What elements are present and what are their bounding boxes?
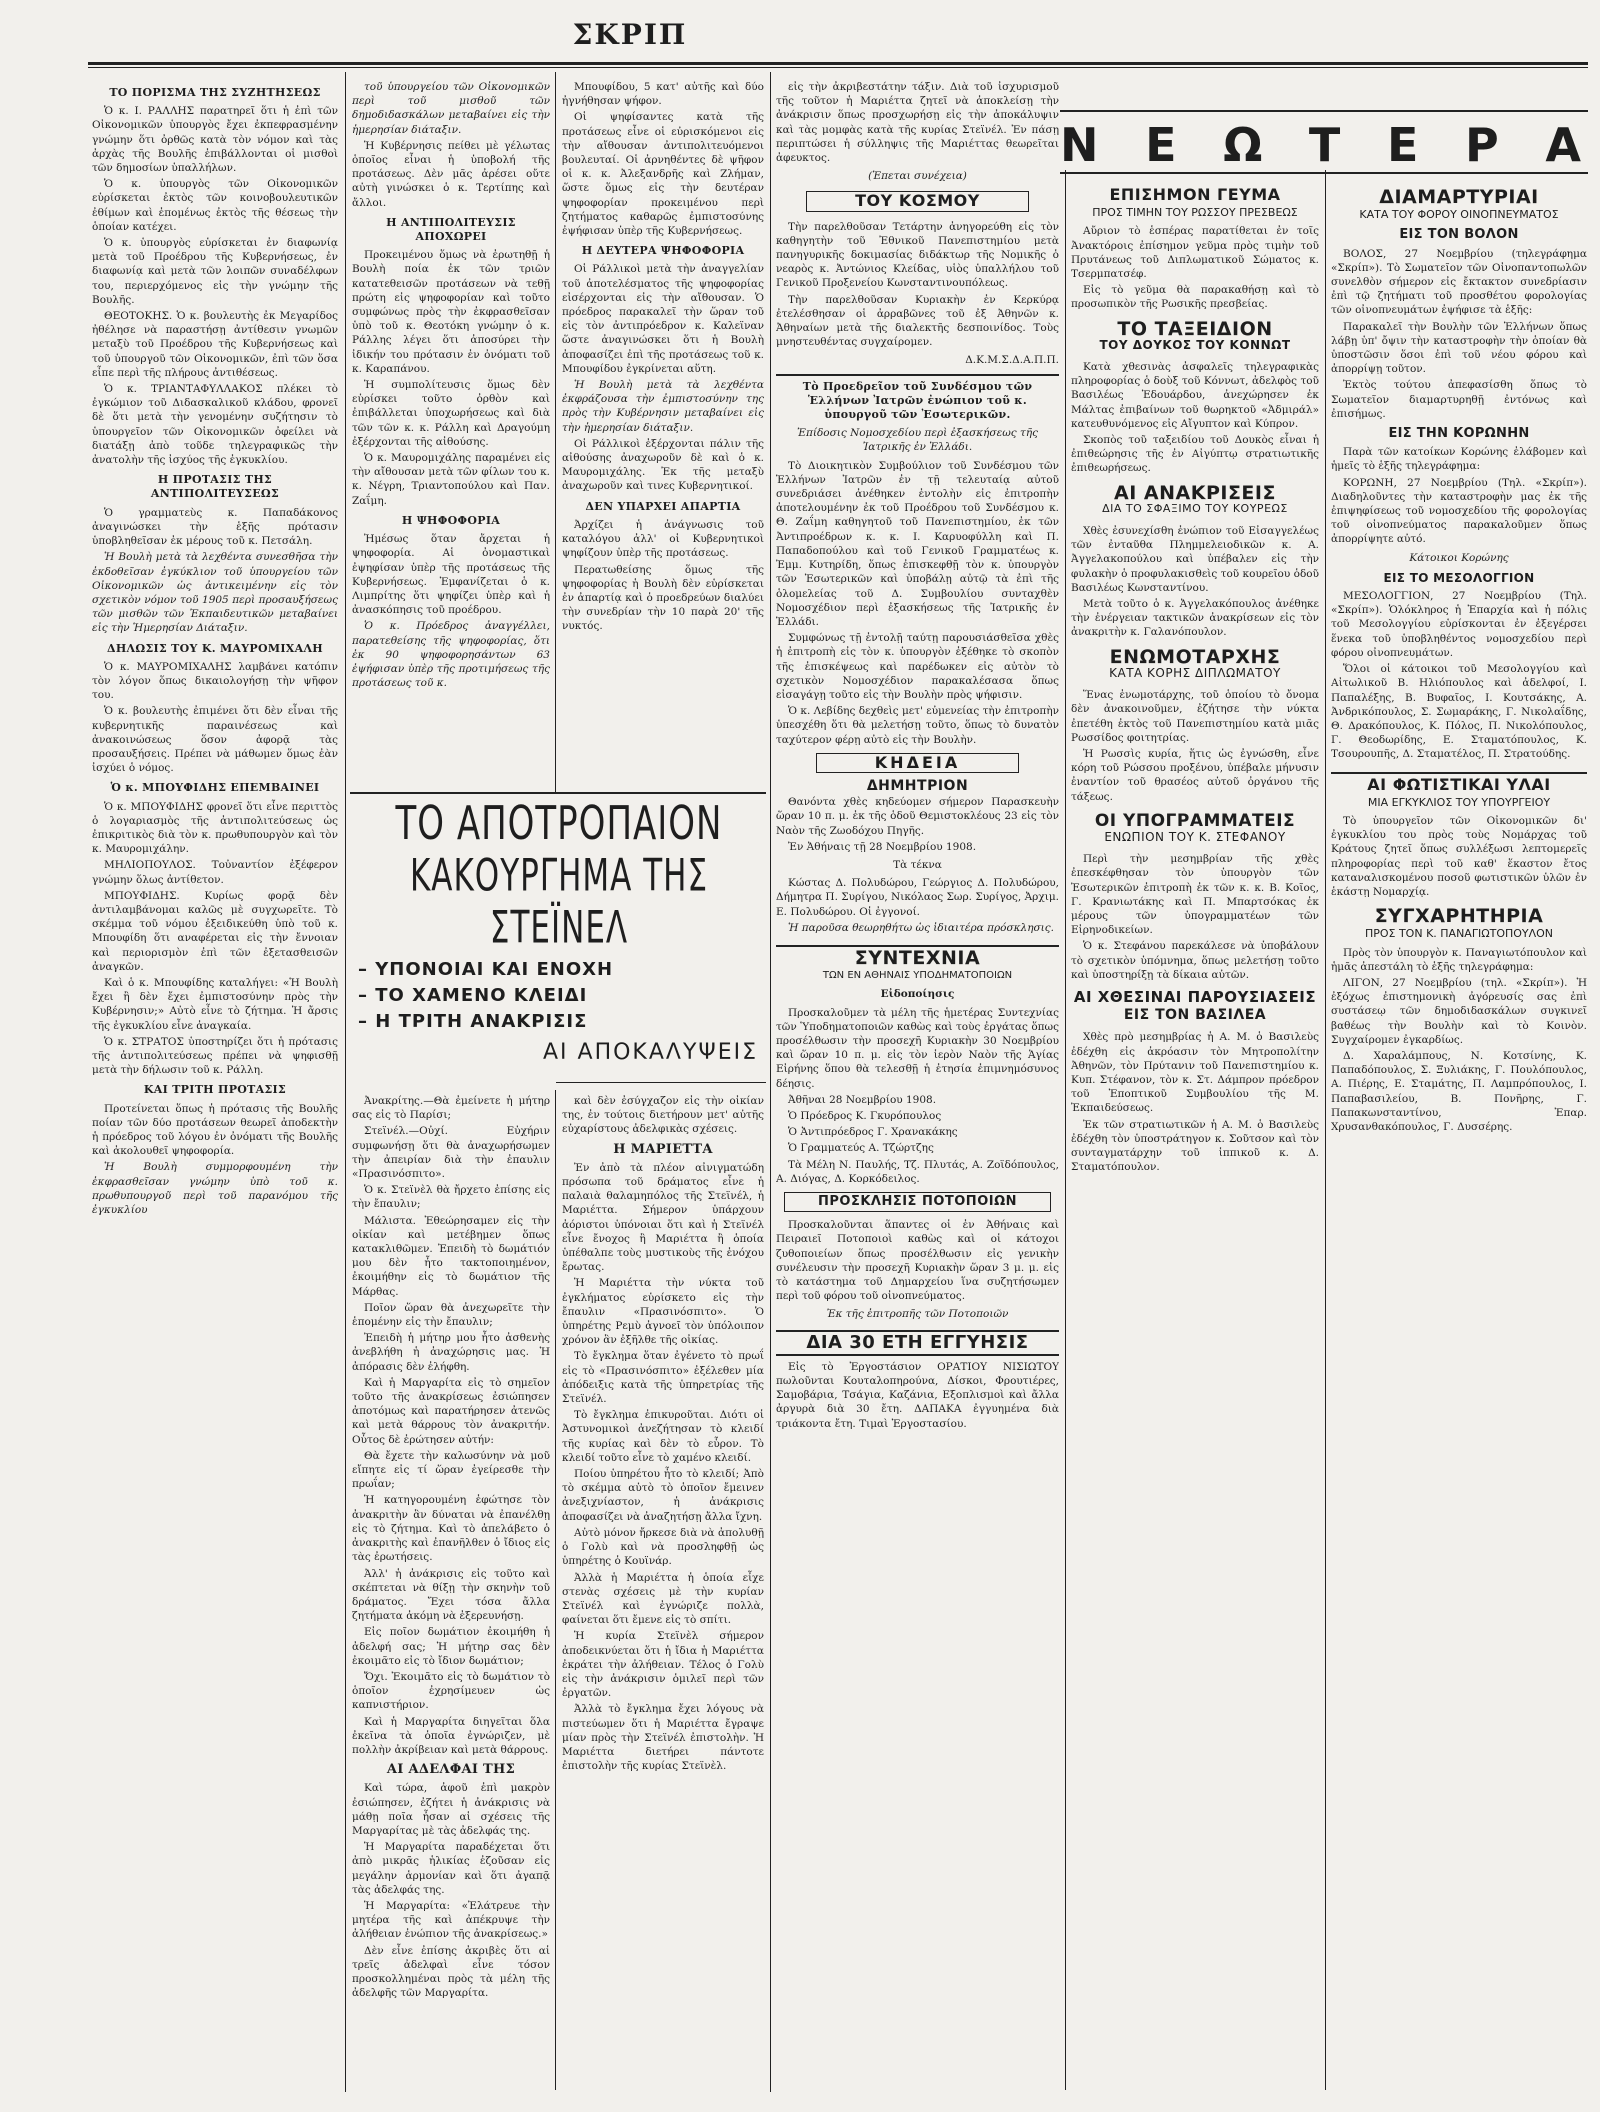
heading: Τὸ Προεδρεῖον τοῦ Συνδέσμου τῶν Ἑλλήνων Ἰατρῶν ἐνώπιον τοῦ κ. ὑπουργοῦ τῶν Ἐσωτερικῶν.	[776, 374, 1059, 423]
paragraph: Παρὰ τῶν κατοίκων Κορώνης ἐλάβομεν καὶ ἡμεῖς τὸ ἑξῆς τηλεγράφημα:	[1331, 446, 1587, 473]
heading: Η ΑΝΤΙΠΟΛΙΤΕΥΣΙΣ ΑΠΟΧΩΡΕΙ	[386, 215, 516, 244]
top-rule	[88, 62, 1588, 65]
column-2-top	[352, 80, 550, 790]
paragraph: Μάλιστα. Ἐθεώρησαμεν εἰς τὴν οἰκίαν καὶ μετέβημεν ὅπως κατακλιθῶμεν. Ἐπειδὴ τὸ δωμάτιόν μου δὲν ἦτο τακτοποιημένον, ἐκοιμήθην εἰς τὸ δωμάτιον τῆς Μάρθας.	[352, 1214, 550, 1298]
paragraph: Ὁ κ. Πρόεδρος ἀναγγέλλει, παρατεθείσης τῆς ψηφοφορίας, ὅτι ἐκ 90 ψηφοφορησάντων 63 ἐψήφισαν ὑπὲρ τῆς προτιμήσεως τῆς προτάσεως τοῦ κ.	[352, 620, 550, 690]
column-divider	[770, 72, 771, 2092]
heading: ΔΙΑΜΑΡΤΥΡΙΑΙ	[1379, 186, 1539, 208]
paragraph: Προτείνεται ὅπως ἡ πρότασις τῆς Βουλῆς ποίαν τῶν δύο προτάσεων θεωρεῖ ἀποδεκτὴν ἡ πρόεδρος τοῦ λόγου ἐν ὀνόματι τῆς Βουλῆς καὶ ἀκολουθεῖ ψηφοφορία.	[92, 1102, 338, 1158]
paragraph: Θανόντα χθὲς κηδεύομεν σήμερον Παρασκευὴν ὥραν 10 π. μ. ἐκ τῆς ὁδοῦ Θεμιστοκλέους 23 εἰς τὸν Ναὸν τῆς Ζωοδόχου Πηγῆς.	[776, 796, 1059, 837]
heading: ΑΙ ΦΩΤΙΣΤΙΚΑΙ ΥΛΑΙ	[1331, 772, 1587, 792]
heading: ΟΙ ΥΠΟΓΡΑΜΜΑΤΕΙΣ	[1094, 810, 1296, 831]
paragraph: Ἡ Μαργαρίτα: «Ἐλάτρευε τὴν μητέρα τῆς καὶ ἀπέκρυψε τὴν ἀλήθειαν ἐνώπιον τῆς ἀνακρίσεως.»	[352, 1899, 550, 1941]
paragraph: Ἡ Βουλὴ μετὰ τὰ λεχθέντα συνεσθῆσα τὴν ἐκδοθεῖσαν ἐγκύκλιον τοῦ ὑπουργείου τῶν Οἰκονομικῶν ὡς ἀντικειμένην εἰς τὸν σχετικὸν νόμον τοῦ 1905 περὶ προσαυξήσεως τῶν μισθῶν τῶν Ἐκπαιδευτικῶν μεταβαίνει εἰς τὴν Ἡμερησίαν Διάταξιν.	[92, 551, 338, 635]
subheading: Εἰδοποίησις	[880, 988, 955, 1001]
paragraph: Ὁ κ. Στεφάνου παρεκάλεσε νὰ ὑποβάλουν τὸ σχετικὸν ὑπόμνημα, ὅπως μελετήσῃ τοῦτο καὶ ὑποστηρίξῃ τὰ δίκαια αὐτῶν.	[1071, 940, 1319, 981]
paragraph: Ἀρχίζει ἡ ἀνάγνωσις τοῦ καταλόγου ἀλλ' οἱ Κυβερνητικοὶ ψηφίζουν ὑπὲρ τῆς προτάσεως.	[562, 518, 764, 560]
paragraph: Οἱ Ράλλικοὶ ἐξέρχονται πάλιν τῆς αἰθούσης ἀναχωροῦν δὲ καὶ ὁ κ. Μαυρομιχάλης. Ἐκ τῆς μεταξὺ ἀναχωροῦν καὶ τινες Κυβερνητικοί.	[562, 437, 764, 493]
heading: ΔΙΑ 30 ΕΤΗ ΕΓΓΥΗΣΙΣ	[776, 1330, 1059, 1356]
continued-note: (Ἐπεται συνέχεια)	[868, 170, 967, 183]
subheading: ΤΟΥ ΔΟΥΚΟΣ ΤΟΥ ΚΟΝΝΩΤ	[1099, 337, 1291, 352]
paragraph: καὶ δὲν ἐσύγχαζον εἰς τὴν οἰκίαν της, ἐν τούτοις διετήρουν μετ' αὐτῆς εὐχαρίστους ἀδελφικὰς σχέσεις.	[562, 1095, 764, 1136]
paragraph: Δὲν εἶνε ἐπίσης ἀκριβὲς ὅτι αἱ τρεῖς ἀδελφαὶ εἶνε τόσον προσκολλημέναι πρὸς τὰ μέλη τῆς ἀδελφῆς τῶν Μαργαρίτα.	[352, 1944, 550, 2000]
subheading: ΤΩΝ ΕΝ ΑΘΗΝΑΙΣ ΥΠΟΔΗΜΑΤΟΠΟΙΩΝ	[822, 970, 1013, 982]
header-letter: Ε	[1386, 118, 1423, 172]
paragraph: Ὁ γραμματεὺς κ. Παπαδάκονος ἀναγινώσκει τὴν ἑξῆς πρότασιν ὑποβληθεῖσαν ἐκ μέρους τοῦ κ. Πετσάλη.	[92, 506, 338, 548]
heading: ΕΙΣ ΤΗΝ ΚΟΡΩΝΗΝ	[1388, 426, 1530, 442]
top-rule-thin	[88, 67, 1588, 68]
paragraph: Τὸ ἔγκλημα ἐπικυροῦται. Διότι οἱ Ἀστυνομικοὶ ἀνεζήτησαν τὸ κλειδί τῆς κυρίας καὶ δὲν τὸ εὗρον. Τὸ κλειδί τοῦτο εἶνε τὸ χαμένο κλειδί.	[562, 1409, 764, 1464]
paragraph: Ἡ Βουλὴ συμμορφουμένη τὴν ἐκφρασθεῖσαν γνώμην ὑπὸ τοῦ κ. πρωθυπουργοῦ περὶ τοῦ παρανόμου τῆς ἐγκυκλίου	[92, 1161, 338, 1217]
paragraph: ΜΗΛΙΟΠΟΥΛΟΣ. Τοὐναντίον ἐξέφερον γνώμην ὅλως ἀντίθετον.	[92, 859, 338, 886]
headline-line-2: ΚΑΚΟΥΡΓΗΜΑ ΤΗΣ ΣΤΕΪΝΕΛ	[409, 849, 709, 955]
subheadline: – ΥΠΟΝΟΙΑΙ ΚΑΙ ΕΝΟΧΗ	[358, 959, 614, 980]
section-rule	[1060, 172, 1588, 174]
paragraph: Ἐκ τῶν στρατιωτικῶν ἡ Α. Μ. ὁ Βασιλεὺς ἐδέχθη τὸν ὑποστράτηγον κ. Σοῦτσον καὶ τὸν συνταγματάρχην τοῦ ἱππικοῦ κ. Δ. Σταματόπουλον.	[1071, 1118, 1319, 1174]
banner-rule	[350, 792, 766, 794]
paragraph: Ἡ συμπολίτευσις ὅμως δὲν εὑρίσκει τοῦτο ὀρθὸν καὶ ἐπιβάλλεται ὑποχωρήσεως καὶ διὰ τῶν τῶν κ. κ. Ράλλη καὶ Δραγούμη ἐξέρχονται τῆς αἰθούσης.	[352, 379, 550, 448]
heading: ΤΟ ΤΑΞΕΙΔΙΟΝ	[1117, 317, 1273, 340]
family: Τὰ τέκνα	[893, 858, 942, 871]
paragraph: Ἡ Ρωσσὶς κυρία, ἥτις ὡς ἐγνώσθη, εἶνε κόρη τοῦ Ρώσσου προξένου, ὑπέβαλε μήνυσιν ἐναντίον τοῦ θρασέος αὐτοῦ ὀργάνου τῆς τάξεως.	[1071, 747, 1319, 803]
paragraph: Ἡ παροῦσα θεωρηθήτω ὡς ἰδιαιτέρα πρόσκλησις.	[788, 921, 1055, 934]
paragraph: Ἠμέσως ὅταν ἄρχεται ἡ ψηφοφορία. Αἱ ὀνομαστικαὶ ἐψηφίσαν ὑπὲρ τῆς προτάσεως τῆς Κυβερνήσεως. Ἐμφανίζεται ὁ κ. Λιμπρίτης ὅτι ψηφίζει ὑπὲρ καὶ ἡ ἀνασκόπησις τοῦ προέδρου.	[352, 533, 550, 617]
masthead: ΣΚΡΙΠ	[572, 18, 688, 51]
signature: Κάτοικοι Κορώνης	[1409, 551, 1509, 564]
paragraph: Οἱ Ράλλικοὶ μετὰ τὴν ἀναγγελίαν τοῦ ἀποτελέσματος τῆς ψηφοφορίας εἰσέρχονται εἰς τὴν αἴθουσαν. Ὁ πρόεδρος παρακαλεῖ τὴν ὥραν τοῦ εἰς τὸν ἀντιπρόεδρον κ. Καλεϊναν ὥστε ἀναγινώσκει ὅτι ἡ Βουλὴ ἀποφασίζει ἐπὶ τῆς προτάσεως τοῦ κ. Μπουφίδου ἐγκρίνεται αὕτη.	[562, 263, 764, 375]
column-2-bottom	[352, 1094, 550, 2089]
heading: ΔΗΛΩΣΙΣ ΤΟΥ Κ. ΜΑΥΡΟΜΙΧΑΛΗ	[107, 641, 323, 655]
paragraph: Ἐν ἀπὸ τὰ πλέον αἰνιγματώδη πρόσωπα τοῦ δράματος εἶνε ἡ παλαιὰ θαλαμηπόλος τῆς Στεϊνέλ, ἡ Μαριέττα. Σήμερον ὑπάρχουν ἀόριστοι ὑπόνοιαι ὅτι καὶ ἡ Στεϊνέλ εἶνε ἔνοχος ἢ Μαριέττα ἢ ὁποία ὑπέθαλπε τοὺς μυστικοὺς τῆς ἐνόχου ἔρωτας.	[562, 1161, 764, 1274]
paragraph: Ὁ κ. ΜΑΥΡΟΜΙΧΑΛΗΣ λαμβάνει κατόπιν τὸν λόγον ὅπως δικαιολογήσῃ τὴν ψῆφον του.	[92, 660, 338, 702]
paragraph: Ἡ Κυβέρνησις πείθει μὲ γέλωτας ὁποῖος εἶναι ἡ ὑποβολή τῆς προτάσεως. Δὲν μᾶς ἀρέσει οὔτε αὐτὴ γινώσκει ὁ κ. Τερτίπης καὶ ἄλλοι.	[352, 139, 550, 209]
paragraph: Εἰς ποῖον δωμάτιον ἐκοιμήθη ἡ ἀδελφή σας; Ἡ μήτηρ σας δὲν ἐκοιμᾶτο εἰς τὸ ἴδιον δωμάτιον;	[352, 1626, 550, 1667]
paragraph: Ἡ Μαργαρίτα παραδέχεται ὅτι ἀπὸ μικρᾶς ἡλικίας ἐζοῦσαν εἰς μεγάλην ἁρμονίαν καὶ ὅτι ἀγαπᾷ τὰς ἀδελφάς της.	[352, 1841, 550, 1896]
heading: Η ΨΗΦΟΦΟΡΙΑ	[401, 513, 501, 527]
paragraph: Τὸ ἔγκλημα ὅταν ἐγένετο τὸ πρωΐ εἰς τὸ «Πρασινόσπιτο» ἐξέλεθεν μία ἀπόδειξις κατὰ τῆς ὑπηρετρίας τῆς Στεϊνέλ.	[562, 1350, 764, 1406]
heading: ΕΙΣ ΤΟ ΜΕΣΟΛΟΓΓΙΟΝ	[1383, 570, 1535, 585]
heading: ΑΙ ΧΘΕΣΙΝΑΙ ΠΑΡΟΥΣΙΑΣΕΙΣ	[1073, 987, 1317, 1006]
paragraph: Ὁ κ. βουλευτὴς ἐπιμένει ὅτι δὲν εἶναι τῆς κυβερνητικῆς παραινέσεως καὶ ἀνακοινώσεως ὅσον ἀφορᾷ τὰς προσαυξήσεις. Πρέπει νὰ μάθωμεν ὅμως ἐὰν ἰσχύει ὁ νόμος.	[92, 705, 338, 775]
paragraph: τοῦ ὑπουργείου τῶν Οἰκονομικῶν περὶ τοῦ μισθοῦ τῶν δημοδιδασκάλων μεταβαίνει εἰς τὴν ἡμερησίαν διάταξιν.	[352, 81, 550, 136]
column-divider	[555, 1090, 556, 2090]
paragraph: Καὶ τώρα, ἀφοῦ ἐπὶ μακρὸν ἐσιώπησεν, ἐζήτει ἡ ἀνάκρισις νὰ μάθῃ ποῖα ἦσαν αἱ σχέσεις τῆς Μαργαρίτας μὲ τὰς ἀδελφάς της.	[352, 1782, 550, 1837]
heading: ΤΟ ΠΟΡΙΣΜΑ ΤΗΣ ΣΥΖΗΤΗΣΕΩΣ	[109, 86, 321, 99]
paragraph: Ἐπειδὴ ἡ μήτηρ μου ἦτο ἀσθενὴς ἀνεβλήθη ἡ ἀναχώρησις μας. Ἡ ἀπόρασις δὲν ἐλήφθη.	[352, 1332, 550, 1373]
paragraph: Ὁ κ. ὑπουργὸς τῶν Οἰκονομικῶν εὑρίσκεται ἐκτὸς τῶν κοινοβουλευτικῶν ἐθίμων καὶ ἐπομένως ἐκτὸς τῆς θέσεως τὴν ὁποίαν κατέχει.	[92, 178, 338, 233]
section-heading: ΑΙ ΑΠΟΚΑΛΥΨΕΙΣ	[542, 1040, 758, 1065]
paragraph: Χθὲς πρὸ μεσημβρίας ἡ Α. Μ. ὁ Βασιλεὺς ἐδέχθη εἰς ἀκρόασιν τὸν Μητροπολίτην Ἀθηνῶν, τὸν Πρύτανιν τοῦ Πανεπιστημίου κ. Κυπ. Στέφανον, τὸν κ. Στ. Δάμπρον πρόεδρον τοῦ Ἐποπτικοῦ Συμβουλίου τῆς Μ. Ἐκπαιδεύσεως.	[1071, 1031, 1319, 1115]
heading: ΔΕΝ ΥΠΑΡΧΕΙ ΑΠΑΡΤΙΑ	[585, 499, 741, 513]
paragraph: Ποῖον ὥραν θὰ ἀνεχωρεῖτε τὴν ἑπομένην εἰς τὴν ἔπαυλιν;	[352, 1301, 550, 1329]
header-letter: Ν	[1060, 118, 1103, 172]
paragraph: Συμφώνως τῇ ἐντολῇ ταύτῃ παρουσιάσθεῖσα χθὲς ἡ ἐπιτροπὴ εἰς τὸν κ. ὑπουργὸν ἐξέθηκε τὸ σκοπὸν τῆς ἐπισκέψεως καὶ παρέδωκεν εἰς αὐτὸν τὸ σχετικὸν Νομοσχέδιον παρακαλέσασα ὅπως εἰσαγάγῃ τοῦτο εἰς τὴν Βουλὴν πρὸς ψήφισιν.	[776, 632, 1059, 701]
paragraph: Ὄχι. Ἐκοιμᾶτο εἰς τὸ δωμάτιον τὸ ὁποῖον ἐχρησίμευεν ὡς καπνιστήριον.	[352, 1670, 550, 1712]
heading: ΣΥΝΤΕΧΝΙΑ	[776, 945, 1059, 965]
header-letter: Τ	[1308, 118, 1345, 172]
paragraph: Αὔριον τὸ ἑσπέρας παρατίθεται ἐν τοῖς Ἀνακτόροις ἐπίσημον γεῦμα πρὸς τιμὴν τοῦ Πρυτάνεως τοῦ Διπλωματικοῦ Σώματος κ. Τσερμπατσέφ.	[1071, 225, 1319, 281]
paragraph: Οἱ ψηφίσαντες κατὰ τῆς προτάσεως εἶνε οἱ εὐρισκόμενοι εἰς τὴν αἴθουσαν ἀντιπολιτευόμενοι βουλευταί. Οἱ ἀρνηθέντες δὲ ψῆφον οἱ κ. κ. Ἀλεξανδρῆς καὶ Ζλήμαν, ὥστε ὅμως εἰς τὴν δευτέραν ψηφοφορίαν προκειμένου περὶ ζητήματος καθαρῶς ἐμπιστοσύνης ἐψήφισαν ὑπὲρ τῆς Κυβερνήσεως.	[562, 111, 764, 238]
heading: ΕΝΩΜΟΤΑΡΧΗΣ	[1109, 645, 1281, 668]
paragraph: Χθὲς ἐσυνεχίσθη ἐνώπιον τοῦ Εἰσαγγελέως τῶν ἐνταῦθα Πλημμελειοδικῶν κ. Α. Ἀγγελακοπούλου καὶ ὑπέβαλεν εἰς τὴν φυλακὴν ὁ προφυλακισθεὶς τοῦ κουρεῖου ὁδοῦ Βασιλέως Κωνσταντίνου.	[1071, 525, 1319, 594]
column-5	[1071, 180, 1319, 2090]
paragraph: Εἰς τὸ Ἐργοστάσιον ΟΡΑΤΙΟΥ ΝΙΣΙΩΤΟΥ πωλοῦνται Κουταλοπηρούνα, Δίσκοι, Φρουτιέρες, Σαμοβάρια, Τσάγια, Καζάνια, Εξοπλισμοὶ καὶ ἄλλα ἀργυρὰ διὰ 30 ἔτη. ΔΑΠΑΚΑ ἐγγυημένα διὰ τριάκοντα ἔτη. Τιμαὶ Ἐργοστασίου.	[776, 1360, 1059, 1430]
paragraph: Ὁ Πρόεδρος Κ. Γκυρόπουλος	[788, 1110, 942, 1122]
column-1	[92, 80, 338, 2090]
column-4	[776, 80, 1059, 2090]
header-letter: Α	[1545, 118, 1585, 172]
column-6	[1331, 180, 1587, 2090]
subheading: ΠΡΟΣ ΤΙΜΗΝ ΤΟΥ ΡΩΣΣΟΥ ΠΡΕΣΒΕΩΣ	[1092, 206, 1298, 220]
paragraph: ΜΠΟΥΦΙΔΗΣ. Κυρίως φορᾷ δὲν ἀντιλαμβάνομαι καλῶς μὲ συγχωρεῖτε. Τὸ σκέμμα τοῦ νόμου ἐξειδικεύθη ὑπὸ τοῦ κ. Μπουφίδη ὅτι αναφέρεται εἰς τὴν ἔννοιαν καὶ περιορισμὸν ἐπὶ τῶν ἐξετασθεισῶν ἀναγκῶν.	[92, 889, 338, 973]
paragraph: Καὶ ἡ Μαργαρίτα διηγεῖται ὅλα ἐκεῖνα τὰ ὁποῖα ἐγνώριζεν, μὲ πολλὴν ἀκρίβειαν καὶ μετὰ θάρρους.	[352, 1715, 550, 1756]
paragraph: Ἀλλὰ ἡ Μαριέττα ἡ ὁποία εἶχε στενὰς σχέσεις μὲ τὴν κυρίαν Στεϊνέλ καὶ ἐγνώριζε πολλὰ, φαίνεται ὅτι ἔμενε εἰς τὸ σπίτι.	[562, 1571, 764, 1627]
name: ΔΗΜΗΤΡΙΟΝ	[866, 777, 969, 794]
paragraph: Περατωθείσης ὅμως τῆς ψηφοφορίας ἡ Βουλὴ δὲν εὑρίσκεται ἐν ἀπαρτίᾳ καὶ ὁ προεδρεύων διαλύει τὴν συνεδρίαν τὴν 10 παρὰ 20' τῆς νυκτός.	[562, 563, 764, 633]
paragraph: Ὁ κ. ΣΤΡΑΤΟΣ ὑποστηρίζει ὅτι ἡ πρότασις τῆς ἀντιπολιτεύσεως πρέπει νὰ ψηφισθῇ μετὰ τὴν δήλωσιν τοῦ κ. Ράλλη.	[92, 1035, 338, 1077]
section-rule	[1060, 110, 1588, 112]
column-3-top	[562, 80, 764, 790]
signature: Δ.Κ.Μ.Σ.Δ.Α.Π.Π.	[965, 354, 1059, 367]
paragraph: Ὁ κ. Μαυρομιχάλης παραμένει εἰς τὴν αἴθουσαν μετὰ τῶν φίλων του κ. κ. Νέγρη, Τριαντοπούλου καὶ Παν. Ζαΐμη.	[352, 452, 550, 507]
paragraph: Εἰς τὸ γεῦμα θὰ παρακαθήσῃ καὶ τὸ προσωπικὸν τῆς Ρωσικῆς πρεσβείας.	[1071, 284, 1319, 311]
paragraph: Ἡ Μαριέττα τὴν νύκτα τοῦ ἐγκλήματος εὑρίσκετο εἰς τὴν ἔπαυλιν «Πρασινόσπιτο». Ὁ ὑπηρέτης Ρεμὺ ἀγνοεῖ τὸν ὑπόλοιπον χρόνον ἂν ἐξῆλθε τῆς οἰκίας.	[562, 1277, 764, 1347]
paragraph: Ἀλλὰ τὸ ἔγκλημα ἔχει λόγους νὰ πιστεύωμεν ὅτι ἡ Μαριέττα ἔγραψε μίαν πρὸς τὴν Στεϊνέλ ἐπιστολὴν. Ἡ Μαριέττα διετήρει πάντοτε ἐπιστολὴν τῆς κυρίας Στεϊνὲλ.	[562, 1703, 764, 1773]
header-letter: Ω	[1223, 118, 1267, 172]
paragraph: Μπουφίδου, 5 κατ' αὐτῆς καὶ δύο ἠγνήθησαν ψήφον.	[562, 81, 764, 108]
paragraph: Κώστας Δ. Πολυδώρου, Γεώργιος Δ. Πολυδώρου, Δήμητρα Π. Συρίγου, Νικόλαος Σωρ. Συρίγος, Ἀρχιμ. Ε. Πολυδώρου. Οἱ ἐγγονοί.	[776, 877, 1059, 918]
column-3-bottom	[562, 1094, 764, 2089]
subheading: ΕΙΣ ΤΟΝ ΒΑΣΙΛΕΑ	[1123, 1007, 1267, 1024]
banner-rule	[556, 1082, 766, 1083]
paragraph: Ἀλλ' ἡ ἀνάκρισις εἰς τοῦτο καὶ σκέπτεται νὰ θίξῃ τὴν σκηνὴν τοῦ δράματος. Ἔχει τόσα ἄλλα ζητήματα ἀκόμη νὰ ἐξερευνήσῃ.	[352, 1567, 550, 1623]
subheading: ΚΑΤΑ ΤΟΥ ΦΟΡΟΥ ΟΙΝΟΠΝΕΥΜΑΤΟΣ	[1359, 208, 1559, 222]
subheading: Ἐπίδοσις Νομοσχεδίου περὶ ἐξασκήσεως τῆς Ἰατρικῆς ἐν Ἑλλάδι.	[797, 427, 1038, 454]
paragraph: Τὰ Μέλη Ν. Παυλής, Τζ. Πλυτάς, Α. Ζοϊδόπουλος, Α. Διόγας, Δ. Κορκόδειλος.	[776, 1158, 1059, 1185]
headline-banner	[352, 798, 766, 1065]
paragraph: Προκειμένου ὅμως νὰ ἐρωτηθῇ ἡ Βουλὴ ποία ἐκ τῶν τριῶν κατατεθεισῶν προτάσεων νὰ τεθῇ πρώτη εἰς ψηφοφορίαν καὶ τοῦτο συμφώνως πρὸς τὴν ἐκφρασθεῖσαν ὑπὸ τοῦ κ. Θεοτόκη γνώμην ὁ κ. Ράλλης λέγει ὅτι ἀποσύρει τὴν ἰδικήν του πρότασιν ἐν ὀνόματι τοῦ κ. Καραπάνου.	[352, 249, 550, 375]
heading: ΚΗΔΕΙΑ	[816, 753, 1019, 773]
header-letter: Ε	[1145, 118, 1181, 172]
heading: ΤΟΥ ΚΟΣΜΟΥ	[806, 191, 1029, 211]
subheadline: – Η ΤΡΙΤΗ ΑΝΑΚΡΙΣΙΣ	[358, 1011, 588, 1032]
column-divider	[1325, 170, 1326, 2090]
paragraph: Τὴν παρελθοῦσαν Κυριακὴν ἐν Κερκύρᾳ ἐτελέσθησαν οἱ ἀρραβῶνες τοῦ ἐξ Ἀθηνῶν κ. Ἀθηναίων μετὰ τῆς διαλεκτῆς δεσποινίδος. Τοὺς μνηστευθέντας συγχαίρομεν.	[776, 293, 1059, 349]
header-letter: Ρ	[1465, 118, 1503, 172]
paragraph: Ὁ κ. ΜΠΟΥΦΙΔΗΣ φρονεῖ ὅτι εἶνε περιττὸς ὁ λογαριασμὸς τῆς ἀντιπολιτεύσεως ὡς ἐπικριτικὸς διὰ τὸν κ. πρωθυπουργὸν καὶ τὸν κ. Μαυρομιχάλην.	[92, 800, 338, 856]
paragraph: Ὅλοι οἱ κάτοικοι τοῦ Μεσολογγίου καὶ Αἰτωλικοῦ Β. Ηλιόπουλος καὶ ἀδελφοί, Ι. Παπαλέξης, Β. Βυφαῖος, Ι. Κουτσάκης, Α. Ἀνδρικόπουλος, Σ. Σωμαράκης, Γ. Νικολαΐδης, Θ. Δρακόπουλος, Κ. Πόλος, Π. Νικολόπουλος, Γ. Θεοδωρίδης, Ε. Σταματόπουλος, Κ. Τσουρουπῆς, Δ. Σταματέλος, Π. Στρατούδης.	[1331, 663, 1587, 761]
paragraph: ΘΕΟΤΟΚΗΣ. Ὁ κ. βουλευτὴς ἐκ Μεγαρίδος ἠθέλησε νὰ παραστήσῃ ἀντίθεσιν γνωμῶν μεταξὺ τοῦ Προέδρου τῆς Κυβερνήσεως καὶ τοῦ ὑπουργοῦ τῶν Οἰκονομικῶν, ἐπὶ τῶν ὅσα εἶπε περὶ τῆς πλήρους ἀντιθέσεως.	[92, 310, 338, 379]
subheading: ΠΡΟΣ ΤΟΝ Κ. ΠΑΝΑΓΙΩΤΟΠΟΥΛΟΝ	[1364, 927, 1554, 941]
heading: ΠΡΟΣΚΛΗΣΙΣ ΠΟΤΟΠΟΙΩΝ	[784, 1192, 1051, 1212]
paragraph: Ὁ κ. Στεϊνὲλ θὰ ἤρχετο ἐπίσης εἰς τὴν ἔπαυλιν;	[352, 1184, 550, 1211]
paragraph: ΚΟΡΩΝΗ, 27 Νοεμβρίου (Τηλ. «Σκρίπ»). Διαδηλοῦντες τὴν καταστροφὴν μας ἐκ τῆς ἐπιψηφίσεως τοῦ νομοσχεδίου τῆς φορολογίας τοῦ οἰνοπνεύματος παρακαλοῦμεν ὅπως ἀπορρίψητε αὐτό.	[1331, 476, 1587, 546]
paragraph: Ποίου ὑπηρέτου ἦτο τὸ κλειδί; Ἀπὸ τὸ σκέμμα αὐτὸ τὸ ὁποῖον ἔμεινεν ἀνεξιχνίαστον, ἡ ἀνάκρισις ἀποφασίζει νὰ ἀναζητήσῃ ἄλλα ἴχνη.	[562, 1468, 764, 1523]
paragraph: εἰς τὴν ἀκριβεστάτην τάξιν. Διὰ τοῦ ἰσχυρισμοῦ τῆς τοῦτον ἡ Μαριέττα ζητεῖ νὰ ἀποκλείσῃ τὴν ἀνάκρισιν ὅπως προσχωρήσῃ εἰς τὴν ἀποκάλυψιν καὶ τὰς μομφὰς κατὰ τῆς κυρίας Στεϊνέλ. Ἐν πάσῃ περιπτώσει ἡ σύλληψις τῆς Μαριέττας θεωρεῖται ἀφευκτος.	[776, 81, 1059, 165]
paragraph: Ὁ κ. ΤΡΙΑΝΤΑΦΥΛΛΑΚΟΣ πλέκει τὸ ἐγκώμιον τοῦ Διδασκαλικοῦ κλάδου, φρονεῖ δὲ ὅτι μετὰ τὴν γενομένην συζήτησιν τὸ ὑπουργεῖον τῶν Οἰκονομικῶν ὀφείλει νὰ διατάξῃ ἀπὸ τοῦδε τηλεγραφικῶς τὴν ἀνατολὴν τῆς ἰσχύος τῆς ἐγκυκλίου.	[92, 383, 338, 467]
column-divider	[345, 72, 346, 2092]
paragraph: Ὁ κ. Λεβίδης δεχθεὶς μετ' εὐμενείας τὴν ἐπιτροπὴν ὑπεσχέθη ὅτι θὰ μελετήσῃ τοῦτο, ὅπως τὸ δυνατὸν ταχύτερον φέρῃ αὐτὸ εἰς τὴν Βουλὴν.	[776, 705, 1059, 746]
paragraph: Καὶ ἡ Μαργαρίτα εἰς τὸ σημεῖον τοῦτο τῆς ἀνακρίσεως ἐσιώπησεν ἀποτόμως καὶ παρατήρησεν ἀτενῶς καὶ μετὰ θάρρους τὸν ἀνακριτήν. Οὗτος δὲ ἐρώτησεν αὐτήν:	[352, 1376, 550, 1446]
paragraph: Τὸ ὑπουργεῖον τῶν Οἰκονομικῶν δι' ἐγκυκλίου του πρὸς τοὺς Νομάρχας τοῦ Κράτους ζητεῖ ὅπως συλλέξωσι λεπτομερεῖς πληροφορίας περὶ τοῦ καθ' ἕκαστον ἔτος καταναλισκομένου ποσοῦ φωτιστικῶν ὑλῶν ἐν ἑκάστῃ Νομαρχίᾳ.	[1331, 814, 1587, 898]
paragraph: Παρακαλεῖ τὴν Βουλὴν τῶν Ἑλλήνων ὅπως λάβῃ ὑπ' ὄψιν τὴν καταστροφὴν τὴν ὁποίαν θὰ ὑποστῶσιν ὅσοι ἐπὶ τοῦ νέου φόρου καὶ ἀπορρίψῃ τοῦτον.	[1331, 320, 1587, 376]
heading: Η ΠΡΟΤΑΣΙΣ ΤΗΣ ΑΝΤΙΠΟΛΙΤΕΥΣΕΩΣ	[150, 473, 280, 501]
paragraph: Ὁ κ. Ι. ΡΑΛΛΗΣ παρατηρεῖ ὅτι ἡ ἐπὶ τῶν Οἰκονομικῶν ὑπουργὸς ἔχει ἐκπεφρασμένην γνώμην ὅτι ὀρθῶς κατὰ τὸν νόμον καὶ τὰς ἀρχὰς τῆς Βουλῆς ἐπιβάλλονται οἱ μισθοὶ τῶν δημοσίων ὑπαλλήλων.	[92, 105, 338, 175]
paragraph: Πρὸς τὸν ὑπουργὸν κ. Παναγιωτόπουλον καὶ ἡμᾶς ἀπεστάλη τὸ ἑξῆς τηλεγράφημα:	[1331, 946, 1587, 973]
paragraph: Ἐν Ἀθήναις τῇ 28 Νοεμβρίου 1908.	[788, 840, 977, 853]
paragraph: Τὴν παρελθοῦσαν Τετάρτην ἀνηγορεύθη εἰς τὸν καθηγητὴν τοῦ Ἐθνικοῦ Πανεπιστημίου μετὰ πανηγυρικῆς δοκιμασίας διδάκτωρ τῆς Νομικῆς ὁ νεαρὸς κ. Ἀντώνιος Κλείδας, υἱὸς ὑπαλλήλου τοῦ Γενικοῦ Προξενείου Κωνσταντινουπόλεως.	[776, 220, 1059, 290]
paragraph: Κατὰ χθεσινὰς ἀσφαλεῖς τηλεγραφικὰς πληροφορίας ὁ δοὺξ τοῦ Κόννωτ, ἀδελφὸς τοῦ Βασιλέως Ἐδουάρδου, ἀνεχώρησεν ἐκ Μάλτας ἐπιβαίνων τοῦ θωρηκτοῦ «Ἀδμιράλ» κατευθυνόμενος εἰς Αἴγυπτον καὶ Κύπρον.	[1071, 361, 1319, 430]
paragraph: Περὶ τὴν μεσημβρίαν τῆς χθὲς ἐπεσκέφθησαν τὸν ὑπουργὸν τῶν Ἐσωτερικῶν ἐπιτροπὴ ἐκ τῶν κ. κ. Β. Κοῖος, Γ. Κρανιωτάκης καὶ Π. Μπαρτσόκας ἐκ μέρους τῶν ὑπογραμματέων τῶν Εἰρηνοδικείων.	[1071, 853, 1319, 937]
paragraph: Ὁ Ἀντιπρόεδρος Γ. Χρανακάκης	[788, 1126, 958, 1139]
subheading: ΔΙΑ ΤΟ ΣΦΑΞΙΜΟ ΤΟΥ ΚΟΥΡΕΩΣ	[1102, 501, 1288, 515]
column-divider	[555, 72, 556, 792]
heading: ΣΥΓΧΑΡΗΤΗΡΙΑ	[1374, 905, 1544, 928]
latest-news-header	[1060, 118, 1585, 172]
heading: ΚΑΙ ΤΡΙΤΗ ΠΡΟΤΑΣΙΣ	[143, 1083, 287, 1097]
paragraph: Ἀθῆναι 28 Νοεμβρίου 1908.	[788, 1093, 937, 1106]
heading: ΕΠΙΣΗΜΟΝ ΓΕΥΜΑ	[1109, 185, 1281, 204]
paragraph: Προσκαλοῦνται ἅπαντες οἱ ἐν Ἀθήναις καὶ Πειραιεῖ Ποτοποιοὶ καθὼς καὶ οἱ κάτοχοι ζυθοποιείων ὅπως προσέλθωσιν εἰς γενικὴν συνέλευσιν τὴν προσεχῆ Κυριακὴν ὥραν 3 μ. μ. εἰς τὸ κατάστημα τοῦ Δημαρχείου ἵνα συζητήσωμεν περὶ τοῦ φόρου τοῦ οἰνοπνεύματος.	[776, 1219, 1059, 1303]
paragraph: Ἕνας ἐνωμοτάρχης, τοῦ ὁποίου τὸ ὄνομα δὲν ἀνακοινοῦμεν, ἐζήτησε τὴν νύκτα ἐπετέθη ἐκτὸς τοῦ Πανεπιστημίου κατὰ μιᾶς Ρωσσίδος φοιτητρίας.	[1071, 689, 1319, 744]
paragraph: ΛΙΓΟΝ, 27 Νοεμβρίου (τηλ. «Σκρίπ»). Ἡ ἐξόχως ἐπιστημονικὴ ἀγόρευσίς σας ἐπὶ συστάσεῳ τῶν δημοδιδασκάλων συγκινεῖ βαθέως τὴν Βουλὴν καὶ τὸ Κοινὸν. Συγχαίρομεν ἐγκαρδίως.	[1331, 976, 1587, 1046]
heading: ΕΙΣ ΤΟΝ ΒΟΛΟΝ	[1399, 227, 1519, 243]
signature: Ἐκ τῆς ἐπιτροπῆς τῶν Ποτοποιῶν	[826, 1308, 1009, 1321]
subheading: ΜΙΑ ΕΓΚΥΚΛΙΟΣ ΤΟΥ ΥΠΟΥΡΓΕΙΟΥ	[1367, 795, 1551, 809]
paragraph: Ἡ κατηγορουμένη ἐφώτησε τὸν ἀνακριτὴν ἂν δύναται νὰ ἐπανέλθῃ εἰς τὸ ζήτημα. Καὶ τὸ ἀπελάβετο ὁ ἀνακριτὴς καὶ ἐπανῆλθεν ὁ ἴδιος εἰς τὰς ἐρωτήσεις.	[352, 1494, 550, 1564]
paragraph: Ἡ Βουλὴ μετὰ τὰ λεχθέντα ἐκφράζουσα τὴν ἐμπιστοσύνην της πρὸς τὴν Κυβέρνησιν μεταβαίνει εἰς τὴν ἡμερησίαν διάταξιν.	[562, 379, 764, 434]
paragraph: Θὰ ἔχετε τὴν καλωσύνην νὰ μοῦ εἴπητε εἰς τί ὥραν ἐγείρεσθε τὴν πρωΐαν;	[352, 1449, 550, 1491]
paragraph: Αὐτὸ μόνον ἤρκεσε διὰ νὰ ἀπολυθῇ ὁ Γολὺ καὶ νὰ προσληφθῇ ὡς ὑπηρέτης ὁ Κουϊνάρ.	[562, 1526, 764, 1568]
subheading: ΕΝΩΠΙΟΝ ΤΟΥ Κ. ΣΤΕΦΑΝΟΥ	[1104, 829, 1286, 844]
paragraph: Σκοπὸς τοῦ ταξειδίου τοῦ Δουκὸς εἶναι ἡ ἐπιθεώρησις τῆς ἐν Αἰγύπτῳ στρατιωτικῆς ἐπιθεωρήσεως.	[1071, 434, 1319, 475]
subheadline: – ΤΟ ΧΑΜΕΝΟ ΚΛΕΙΔΙ	[358, 985, 588, 1006]
paragraph: ΒΟΛΟΣ, 27 Νοεμβρίου (τηλεγράφημα «Σκρίπ»). Τὸ Σωματεῖον τῶν Οἰνοπαντοπωλῶν συνελθὸν σήμερον εἰς ἔκτακτον συνεδρίασιν ἐπὶ τῷ ζητήματι τοῦ προσθέτου φορολογίας τῶν οἰνοπνευμάτων ἐψήφισε τὰ ἑξῆς:	[1331, 247, 1587, 317]
paragraph: Τὸ Διοικητικὸν Συμβούλιον τοῦ Συνδέσμου τῶν Ἑλλήνων Ἰατρῶν ἐν τῇ τελευταίᾳ αὐτοῦ συνεδριάσει ἀνέθηκεν ἐντολὴν εἰς ἐπιτροπὴν ἀποτελουμένην ἐκ τοῦ Προέδρου τοῦ Συνδέσμου κ. Θ. Ζαΐμη καθηγητοῦ τοῦ Πανεπιστημίου, ἐκ τῶν Ἀντιπροέδρων κ. κ. Ι. Καρυοφύλλη καὶ Π. Παπαδοπούλου καὶ τοῦ Γενικοῦ Γραμματέως κ. Ἐμμ. Κυτηρίδη, ὅπως ἐπισκεφθῇ τὸν κ. ὑπουργὸν τῶν Ἐσωτερικῶν καὶ ὑποβάλῃ αὐτῷ τὰ ἐπὶ τῆς ὁλομελείας τοῦ Δ. Συμβουλίου συνταχθὲν Νομοσχέδιον περὶ ἐξασκήσεως τῆς Ἰατρικῆς ἐν Ἑλλάδι.	[776, 459, 1059, 628]
heading: Η ΔΕΥΤΕΡΑ ΨΗΦΟΦΟΡΙΑ	[581, 244, 745, 258]
column-divider	[1065, 170, 1066, 2090]
heading: Η ΜΑΡΙΕΤΤΑ	[613, 1141, 713, 1157]
paragraph: Μετὰ τοῦτο ὁ κ. Ἀγγελακόπουλος ἀνέθηκε τὴν ἐνέργειαν τακτικῶν ἀνακρίσεων εἰς τὸν ἀνακριτὴν κ. Γαλανόπουλον.	[1071, 598, 1319, 639]
paragraph: Ἡ κυρία Στεϊνὲλ σήμερον ἀποδεικνύεται ὅτι ἡ ἴδια ἡ Μαριέττα ἐκράτει τὴν ἀλήθειαν. Τέλος ὁ Γολὺ εἰς τὴν ἀνάκρισιν ὁμιλεῖ περὶ τῶν ἐργατῶν.	[562, 1630, 764, 1700]
paragraph: Ὁ κ. ὑπουργὸς εὑρίσκεται ἐν διαφωνίᾳ μετὰ τοῦ Προέδρου τῆς Κυβερνήσεως, ἐν διαφωνίᾳ καὶ μετὰ τῶν λοιπῶν συναδέλφων του, περιερχόμενος εἰς τὴν γνώμην τῆς Βουλῆς.	[92, 237, 338, 306]
paragraph: Ἀνακρίτης.—Θὰ ἐμείνετε ἡ μήτηρ σας εἰς τὸ Παρίσι;	[352, 1095, 550, 1122]
paragraph: Ὁ Γραμματεύς Α. Τζώρτζης	[788, 1142, 934, 1155]
subheading: ΚΑΤΑ ΚΟΡΗΣ ΔΙΠΛΩΜΑΤΟΥ	[1109, 665, 1281, 680]
paragraph: ΜΕΣΟΛΟΓΓΙΟΝ, 27 Νοεμβρίου (Τηλ. «Σκρίπ»). Ὁλόκληρος ἡ Ἐπαρχία καὶ ἡ πόλις τοῦ Μεσολογγίου εὑρίσκονται ἐν ἐξεγέρσει ἕνεκα τοῦ ὑποβληθέντος νομοσχεδίου περὶ φόρου οἰνοπνευμάτων.	[1331, 590, 1587, 659]
paragraph: Ἐκτὸς τούτου ἀπεφασίσθη ὅπως τὸ Σωματεῖον διαμαρτυρηθῇ ἐντόνως καὶ ἐπισήμως.	[1331, 379, 1587, 420]
paragraph: Προσκαλοῦμεν τὰ μέλη τῆς ἡμετέρας Συντεχνίας τῶν Ὑποδηματοποιῶν καθὼς καὶ τοὺς ἐργάτας ὅπως προσέλθωσιν τὴν προσεχῆ Κυριακὴν 30 Νοεμβρίου καὶ ὥραν 10 π. μ. εἰς τὸν ἱερὸν Ναὸν τῆς Ἁγίας Εἰρήνης ὅπου θὰ τελεσθῇ ἡ ἐτησία ἐπιμνημόσυνος δέησις.	[776, 1006, 1059, 1090]
heading: ΑΙ ΑΔΕΛΦΑΙ ΤΗΣ	[386, 1762, 516, 1778]
paragraph: Στεϊνέλ.—Οὐχί. Εὐχήριν συμφωνήσῃ ὅτι θὰ ἀναχωρήσωμεν τὴν ἀπειρίαν διὰ τὴν ἐπαυλιν «Πρασινόσπιτο».	[352, 1125, 550, 1181]
headline-line-1: ΤΟ ΑΠΟΤΡΟΠΑΙΟΝ	[395, 797, 723, 851]
paragraph: Δ. Χαραλάμπους, Ν. Κοτσίνης, Κ. Παπαδόπουλος, Σ. Ξυλιάκης, Γ. Πουλόπουλος, Α. Πιέρης, Ε. Σταμάτης, Π. Λαμπρόπουλος, Ι. Παπαβασιλείου, Β. Πονῆρης, Γ. Παπακωνσταντίνου, Ἐπαρ. Χρυσανθακόπουλος, Γ. Δυσσέρης.	[1331, 1049, 1587, 1133]
heading: Ὁ κ. ΜΠΟΥΦΙΔΗΣ ΕΠΕΜΒΑΙΝΕΙ	[110, 781, 320, 795]
heading: ΑΙ ΑΝΑΚΡΙΣΕΙΣ	[1114, 481, 1276, 504]
paragraph: Καὶ ὁ κ. Μπουφίδης καταλήγει: «Ἡ Βουλὴ ἔχει ἢ δὲν ἔχει ἐμπιστοσύνην πρὸς τὴν Κυβέρνησιν;» Αὐτὸ εἶνε τὸ ζήτημα. Ἡ ἄρσις τῆς ἐγκυκλίου εἶνε ἀναγκαία.	[92, 976, 338, 1032]
